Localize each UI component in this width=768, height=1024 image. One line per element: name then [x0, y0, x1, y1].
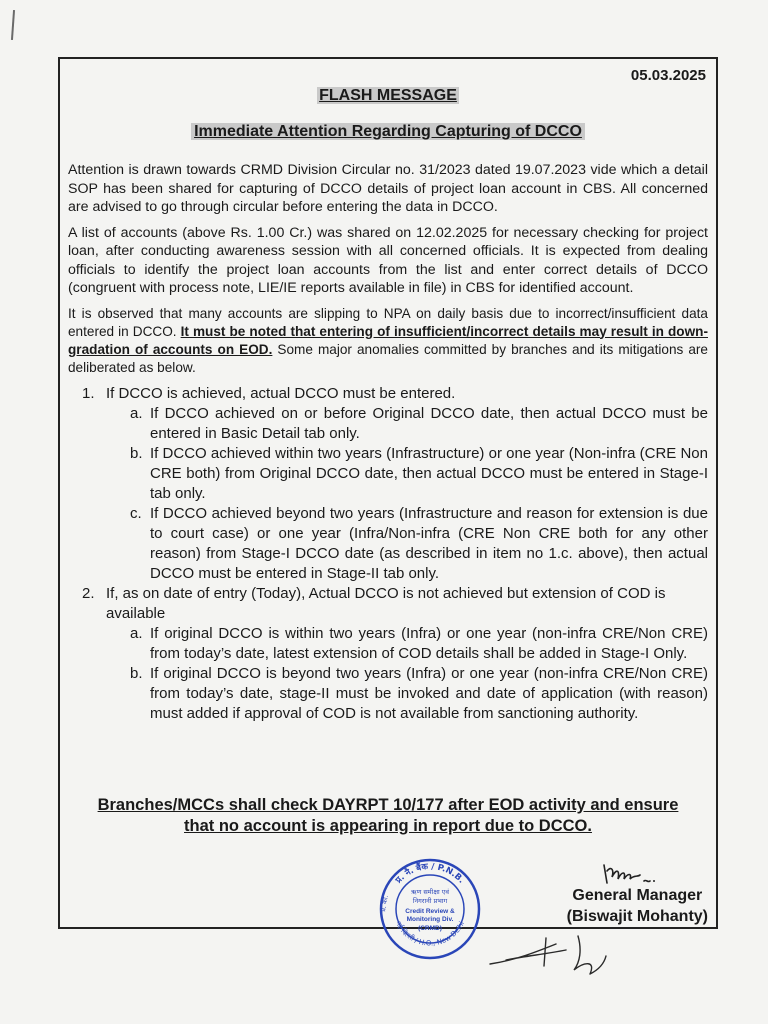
sub-item	[106, 504, 708, 584]
seal-line-5: (CRMD)	[418, 925, 442, 932]
list-number: 2.	[82, 584, 95, 602]
paragraph-3	[68, 305, 708, 377]
sub-item	[106, 664, 708, 724]
list-item-2	[68, 584, 708, 724]
document-date: 05.03.2025	[630, 67, 706, 84]
paragraph-3-start: It is observed that many accounts are slipping to NPA on daily basis due to incorrect/insufficient data entered in DCCO.	[68, 305, 708, 339]
sub-item	[106, 404, 708, 444]
subject-text: Immediate Attention Regarding Capturing of DCCO	[191, 123, 585, 140]
paragraph-3-emphasis: It must be noted that entering of insufficient/incorrect details may result in down-gradation of accounts on EOD.	[68, 323, 708, 357]
seal-outer-top: प्र. नै. बैंक / P.N.B.	[393, 861, 467, 886]
scan-edge-mark	[11, 10, 15, 40]
sub-item-label: b.	[130, 664, 143, 682]
signatory-block	[567, 885, 708, 927]
sub-item	[106, 624, 708, 664]
footer-line-2: that no account is appearing in report due to DCCO.	[184, 817, 592, 835]
list-item-1	[68, 384, 708, 584]
flash-title	[60, 87, 716, 105]
sub-list-2	[106, 624, 708, 724]
handwritten-initials	[486, 930, 636, 980]
sub-item-label: c.	[130, 504, 142, 522]
signatory-title: General Manager	[572, 887, 703, 904]
sub-item-text: If original DCCO is beyond two years (Infra) or one year (non-infra CRE/Non CRE) from today’s date, stage-II must be invoked and date of application (with reason) must added if approval of COD is not available from sanctioning authority.	[150, 664, 708, 722]
sub-item-text: If DCCO achieved within two years (Infrastructure) or one year (Non-infra (CRE Non CRE both) from Original DCCO date, then actual DCCO must be entered in Stage-I tab only.	[150, 444, 708, 502]
seal-line-2: निगरानी प्रभाग	[412, 897, 448, 905]
list-item-text: If DCCO is achieved, actual DCCO must be entered.	[106, 384, 456, 402]
sub-item	[106, 444, 708, 504]
list-number: 1.	[82, 384, 95, 402]
sub-item-label: b.	[130, 444, 143, 462]
subject-line	[60, 123, 716, 141]
anomaly-list	[68, 384, 708, 724]
footer-line-1: Branches/MCCs shall check DAYRPT 10/177 after EOD activity and ensure	[97, 796, 679, 814]
sub-item-text: If DCCO achieved beyond two years (Infrastructure and reason for extension is due to court case) or one year (Infra/Non-infra (CRE Non CRE both for any other reason) from Stage-I DCCO date (as described in item no 1.c. above), then actual DCCO must be entered in Stage-II tab only.	[150, 504, 708, 582]
seal-line-1: ऋण समीक्षा एवं	[411, 888, 449, 896]
paragraph-2: A list of accounts (above Rs. 1.00 Cr.) was shared on 12.02.2025 for necessary checking for project loan, after conducting awareness session with all concerned officials. It is expected from dealing officials to identify the project loan accounts from the list and enter correct details of DCCO (congruent with process note, LIE/IE reports available in file) in CBS for identified account.	[68, 224, 708, 296]
sub-item-text: If DCCO achieved on or before Original DCCO date, then actual DCCO must be entered in Basic Detail tab only.	[150, 404, 708, 442]
crmd-seal-stamp	[378, 857, 482, 961]
seal-outer-left: प्र. का.	[379, 894, 390, 913]
svg-text:प्र. नै. बैंक / P.N.B.	[393, 862, 466, 887]
sub-list-1	[106, 404, 708, 584]
sub-item-label: a.	[130, 404, 143, 422]
footer-instruction	[60, 795, 716, 837]
document-frame	[58, 57, 718, 948]
paragraph-3-end: Some major anomalies committed by branches and its mitigations are deliberated as below.	[68, 341, 708, 375]
signatory-name: (Biswajit Mohanty)	[566, 908, 708, 925]
paragraph-1: Attention is drawn towards CRMD Division Circular no. 31/2023 dated 19.07.2023 vide which a detail SOP has been shared for capturing of DCCO details of project loan account in CBS. All concerned are advised to go through circular before entering the data in DCCO.	[68, 162, 708, 215]
seal-outer-bottom: नई दिल्ली / H.O., New Delhi	[394, 920, 466, 948]
document-body	[68, 161, 708, 724]
seal-line-3: Credit Review &	[405, 908, 455, 915]
sub-item-text: If original DCCO is within two years (Infra) or one year (non-infra CRE/Non CRE) from today’s date, latest extension of COD details shall be added in Stage-I Only.	[150, 624, 708, 662]
sub-item-label: a.	[130, 624, 143, 642]
seal-line-4: Monitoring Div.	[406, 916, 454, 923]
flash-title-text: FLASH MESSAGE	[319, 87, 457, 104]
list-item-text: If, as on date of entry (Today), Actual DCCO is not achieved but extension of COD is available	[106, 584, 666, 622]
